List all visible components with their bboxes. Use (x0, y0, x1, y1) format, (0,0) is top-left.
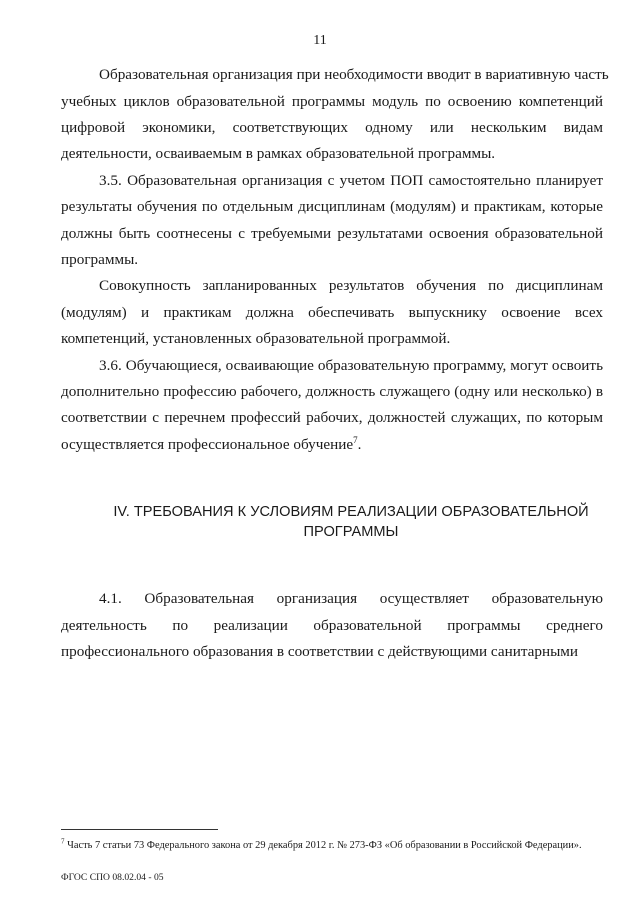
paragraph-3-6-line-1: 3.6. Обучающиеся, осваивающие образовательную программу, могут освоить (99, 357, 603, 374)
footnote-reference: 7 (353, 434, 358, 445)
paragraph-3-line-1: Совокупность запланированных результатов обучения по дисциплинам (99, 277, 603, 294)
paragraph-1-line-4: деятельности, осваиваемым в рамках образовательной программы. (61, 145, 496, 162)
paragraph-3-line-3: компетенций, установленных образовательной программой. (61, 330, 451, 347)
paragraph-4-1-line-2: деятельность по реализации образовательной программы среднего (61, 617, 603, 634)
paragraph-3-line-2: (модулям) и практикам должна обеспечивать выпускнику освоение всех (61, 304, 603, 321)
paragraph-4-1-line-3: профессионального образования в соответствии с действующими санитарными (61, 643, 579, 660)
paragraph-1-line-1: Образовательная организация при необходимости вводит в вариативную часть (99, 66, 609, 83)
paragraph-3-5-line-3: должны быть соотнесены с требуемыми результатами освоения образовательной (61, 225, 603, 242)
section-heading-line-2: ПРОГРАММЫ (303, 524, 399, 540)
paragraph-3-5-line-1: 3.5. Образовательная организация с учетом ПОП самостоятельно планирует (99, 172, 603, 189)
paragraph-3-6-line-3: соответствии с перечнем профессий рабочих, должностей служащих, по которым (61, 409, 603, 426)
footnote-separator (61, 829, 218, 830)
document-code: ФГОС СПО 08.02.04 - 05 (61, 872, 164, 883)
paragraph-3-5-line-4: программы. (61, 251, 139, 268)
paragraph-3-5-line-2: результаты обучения по отдельным дисциплинам (модулям) и практикам, которые (61, 198, 603, 215)
footnote-number: 7 (61, 837, 65, 846)
paragraph-3-6-line-4 (61, 436, 603, 454)
footnote-text: Часть 7 статьи 73 Федерального закона от 29 декабря 2012 г. № 273-ФЗ «Об образовании в Российской Федерации». (67, 840, 582, 851)
paragraph-4-1-line-1: 4.1. Образовательная организация осуществляет образовательную (99, 590, 603, 607)
paragraph-3-6-line-2: дополнительно профессию рабочего, должность служащего (одну или несколько) в (61, 383, 603, 400)
paragraph-3-6-end: . (357, 436, 362, 453)
paragraph-1-line-3: цифровой экономики, соответствующих одному или нескольким видам (61, 119, 603, 136)
paragraph-3-6-line-4-text: осуществляется профессиональное обучение (61, 436, 354, 453)
section-heading-line-1: IV. ТРЕБОВАНИЯ К УСЛОВИЯМ РЕАЛИЗАЦИИ ОБРАЗОВАТЕЛЬНОЙ (113, 504, 589, 520)
paragraph-1-line-2: учебных циклов образовательной программы модуль по освоению компетенций (61, 93, 603, 110)
page-number: 11 (313, 33, 327, 48)
footnote (61, 839, 621, 852)
